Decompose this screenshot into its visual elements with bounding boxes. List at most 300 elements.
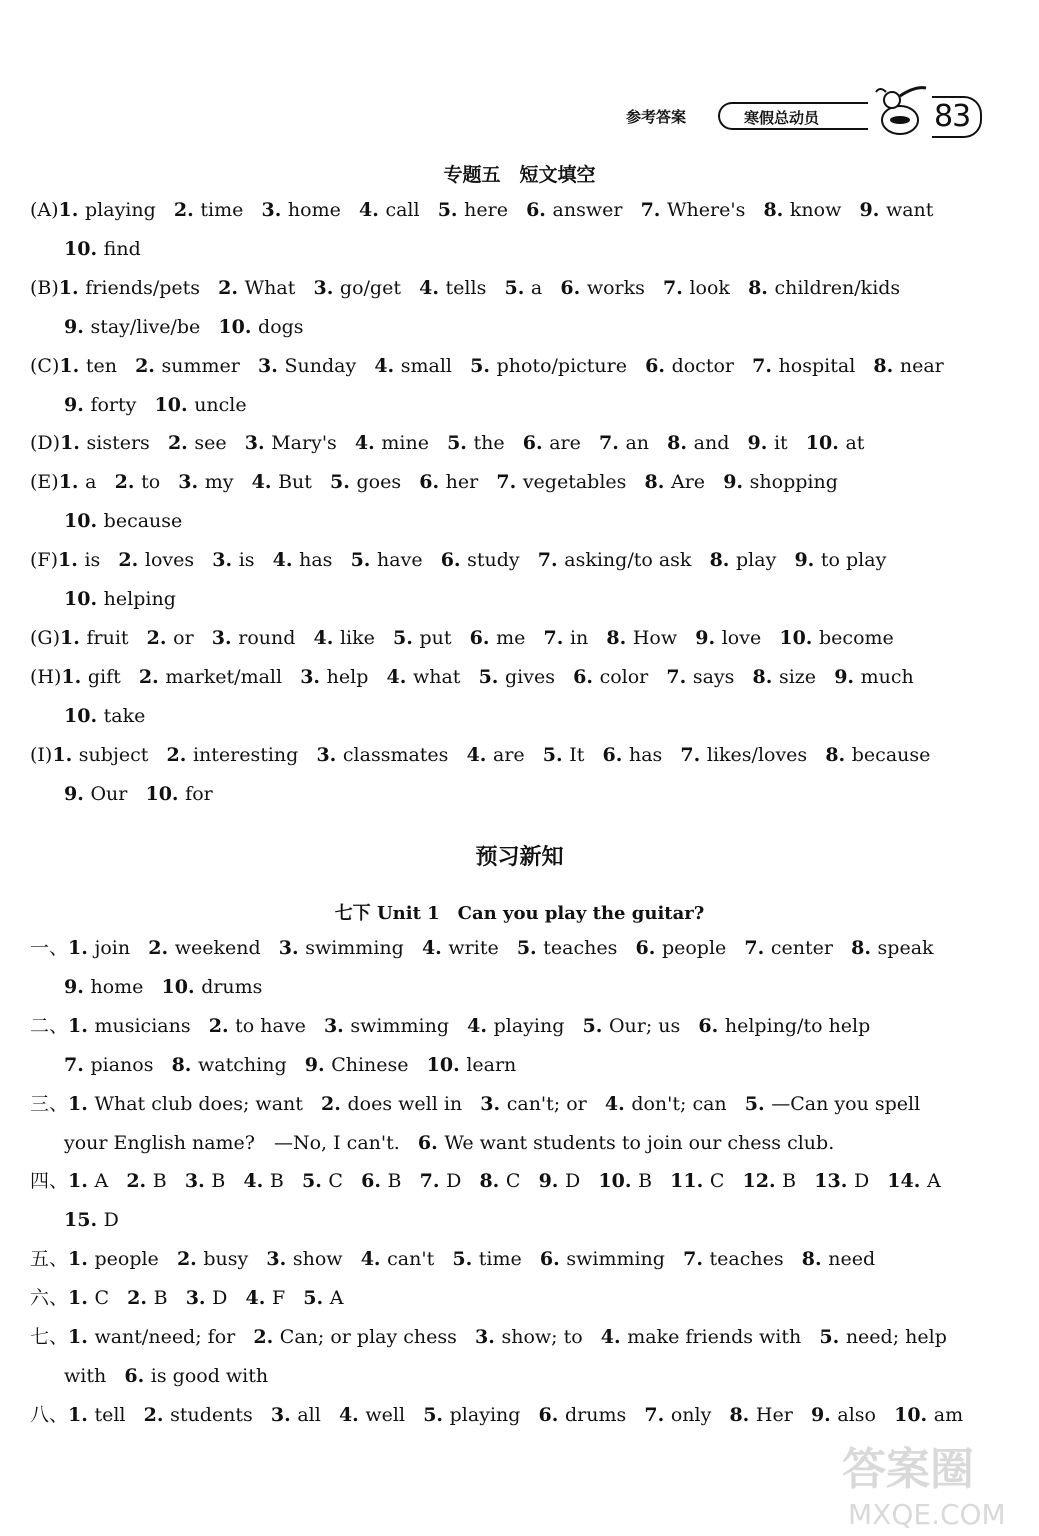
item-number: 7. <box>543 626 570 649</box>
item-number: 10. <box>161 975 202 998</box>
answer-text: put <box>419 626 452 649</box>
answer-text: answer <box>552 199 623 221</box>
item-number: 8. <box>667 432 694 455</box>
answer-text: playing <box>493 1014 565 1037</box>
item-number: 4. <box>313 626 340 649</box>
answer-text: round <box>238 626 296 649</box>
answer-text: show <box>292 1248 343 1271</box>
answer-text: become <box>819 626 894 649</box>
answer-line <box>30 198 933 222</box>
item-number: 5. <box>423 1403 450 1426</box>
item-number: 8. <box>606 626 633 649</box>
item-number: 2. <box>114 471 142 494</box>
answer-text: are <box>493 743 525 766</box>
answer-text: F <box>271 1287 286 1310</box>
answer-text: home <box>287 199 341 221</box>
item-number: 5. <box>819 1326 846 1348</box>
answer-text: me <box>496 626 526 649</box>
item-number: 7. <box>419 1170 447 1193</box>
item-number: 7. <box>752 354 779 377</box>
answer-text: swimming <box>350 1014 450 1037</box>
item-number: 7. <box>744 937 771 959</box>
answer-text: hospital <box>778 354 856 377</box>
item-number: 9. <box>859 199 886 221</box>
item-number: 9. <box>723 471 750 494</box>
item-number: 1. <box>58 549 85 572</box>
item-number: 10. <box>894 1403 934 1426</box>
answer-text: make friends with <box>627 1326 802 1348</box>
item-number: 2. <box>321 1092 348 1115</box>
answer-text: says <box>692 665 735 688</box>
answer-text: Chinese <box>331 1053 409 1076</box>
answer-text: is <box>238 549 255 572</box>
item-number: 6. <box>602 743 629 766</box>
item-number: 8. <box>752 665 779 688</box>
answer-line <box>64 975 262 999</box>
item-number: 5. <box>447 432 474 455</box>
item-number: 2. <box>146 626 174 649</box>
answer-line <box>30 354 944 378</box>
item-number: 1. <box>68 1014 95 1037</box>
answer-text: need <box>828 1248 876 1271</box>
item-number: 5. <box>516 937 544 959</box>
answer-text: it <box>773 432 788 455</box>
answer-text: take <box>103 704 146 727</box>
answer-text: learn <box>466 1053 517 1076</box>
answer-text: want/need; for <box>94 1326 236 1348</box>
answer-text: loves <box>144 549 195 572</box>
item-number: 8. <box>729 1403 756 1426</box>
answer-text: drums <box>201 975 263 998</box>
unit-title: 七下 Unit 1 Can you play the guitar? <box>334 903 705 924</box>
answer-text: classmates <box>342 743 449 766</box>
watermark-text: 答案圈 <box>842 1444 974 1495</box>
item-number: 3. <box>261 199 288 221</box>
item-number: 3. <box>212 549 239 572</box>
answer-text: ten <box>85 354 117 377</box>
answer-text: subject <box>78 743 149 766</box>
answer-text: see <box>194 432 227 455</box>
answer-text: works <box>586 276 645 299</box>
answer-line <box>64 1053 516 1077</box>
answer-text: help <box>326 665 369 688</box>
answer-text: It <box>569 743 585 766</box>
item-number: 6. <box>538 1403 565 1426</box>
answer-text: goes <box>356 471 402 494</box>
item-number: 3. <box>323 1014 351 1037</box>
item-number: 7. <box>537 549 565 572</box>
item-number: 4. <box>466 743 494 766</box>
answer-text: B <box>782 1170 797 1193</box>
answer-text: to <box>141 471 161 494</box>
item-number: 4. <box>338 1403 366 1426</box>
item-number: 4. <box>243 1170 270 1193</box>
answer-text: students <box>170 1403 253 1426</box>
answer-text: Are <box>671 471 706 494</box>
item-number: 4. <box>358 199 386 221</box>
answer-text: is <box>84 549 101 572</box>
answer-text: need; help <box>845 1326 947 1348</box>
answer-text: fruit <box>86 626 129 649</box>
watermark-logo <box>832 1432 1032 1532</box>
item-number: 1. <box>58 199 85 221</box>
answer-text: dogs <box>258 315 304 338</box>
answer-text: speak <box>877 937 934 959</box>
item-number: 10. <box>154 393 195 416</box>
answer-text: for <box>185 782 213 805</box>
item-number: 1. <box>68 1248 95 1271</box>
answer-text: only <box>670 1403 712 1426</box>
item-number: 5. <box>744 1092 772 1115</box>
answer-text: pianos <box>90 1053 154 1076</box>
question-group-label: 七、 <box>30 1326 69 1348</box>
item-number: 9. <box>538 1170 566 1193</box>
item-number: 10. <box>64 237 104 260</box>
answer-text: C <box>328 1170 343 1193</box>
answer-text: here <box>464 199 508 221</box>
answer-text: are <box>549 432 581 455</box>
item-number: 3. <box>278 937 306 959</box>
question-group-label: 四、 <box>30 1170 69 1193</box>
answer-text: play <box>736 549 777 572</box>
mascot-icon <box>870 82 930 140</box>
answer-text: B <box>153 1287 168 1310</box>
answer-text: color <box>599 665 649 688</box>
answer-text: market/mall <box>165 665 283 688</box>
answer-text: stay/live/be <box>90 315 201 338</box>
section-title-preview: 预习新知 <box>475 845 564 870</box>
answer-text: my <box>204 471 234 494</box>
item-number: 8. <box>825 743 852 766</box>
item-number: 3. <box>266 1248 293 1271</box>
question-group-label: (H) <box>30 665 62 688</box>
item-number: 6. <box>417 1131 445 1154</box>
answer-text: call <box>385 199 420 221</box>
answer-text: want <box>885 199 934 221</box>
question-group-label: 一、 <box>30 937 69 959</box>
answer-text: write <box>448 937 499 959</box>
item-number: 1. <box>61 665 88 688</box>
question-group-label: 三、 <box>30 1092 69 1115</box>
answer-text: people <box>661 937 727 959</box>
item-number: 2. <box>167 432 195 455</box>
item-number: 8. <box>748 276 775 299</box>
answer-text: C <box>94 1287 110 1310</box>
item-number: 3. <box>480 1092 507 1115</box>
item-number: 5. <box>542 743 570 766</box>
item-number: 3. <box>270 1403 298 1426</box>
item-number: 2. <box>173 199 201 221</box>
item-number: 8. <box>873 354 900 377</box>
answer-line <box>64 704 145 728</box>
item-number: 2. <box>253 1326 280 1348</box>
answer-text: in <box>569 626 589 649</box>
answer-line <box>30 1247 875 1271</box>
answer-line <box>30 470 838 494</box>
answer-text: know <box>789 199 842 221</box>
answer-text: doctor <box>671 354 734 377</box>
item-number: 3. <box>475 1326 502 1348</box>
item-number: 3. <box>313 276 340 299</box>
answer-text: tells <box>445 276 487 299</box>
item-number: 9. <box>747 432 774 455</box>
answer-text: What <box>244 276 296 299</box>
answer-text: gives <box>505 665 555 688</box>
answer-line <box>30 1403 963 1427</box>
item-number: 8. <box>763 199 790 221</box>
answer-text: Her <box>755 1403 793 1426</box>
item-number: 3. <box>184 1170 212 1193</box>
answer-text: playing <box>85 199 156 221</box>
question-group-label: 二、 <box>30 1014 69 1037</box>
answer-text: well <box>365 1403 406 1426</box>
item-number: 1. <box>68 937 95 959</box>
answer-text: helping/to help <box>724 1014 871 1037</box>
answer-text: the <box>473 432 505 455</box>
item-number: 1. <box>68 1170 95 1193</box>
answer-text: a <box>85 471 97 494</box>
question-group-label: (I) <box>30 743 53 766</box>
answer-line <box>64 782 213 806</box>
answer-text: A <box>94 1170 109 1193</box>
question-group-label: 八、 <box>30 1403 69 1426</box>
answer-text: playing <box>449 1403 521 1426</box>
answer-text: time <box>200 199 244 221</box>
answer-text: Where's <box>667 199 746 221</box>
item-number: 1. <box>68 1092 95 1115</box>
item-number: 9. <box>810 1403 838 1426</box>
answer-text: teaches <box>709 1248 784 1271</box>
item-number: 4. <box>272 549 300 572</box>
item-number: 6. <box>522 432 550 455</box>
item-number: 3. <box>185 1287 213 1310</box>
answer-text: center <box>770 937 833 959</box>
item-number: 9. <box>695 626 722 649</box>
item-number: 9. <box>64 782 91 805</box>
answer-line <box>64 1131 834 1155</box>
item-number: 10. <box>779 626 820 649</box>
item-number: 1. <box>58 471 86 494</box>
item-number: 7. <box>64 1053 91 1076</box>
answer-text: interesting <box>192 743 299 766</box>
item-number: 11. <box>670 1170 710 1193</box>
item-number: 4. <box>467 1014 494 1037</box>
answer-text: has <box>628 743 663 766</box>
item-number: 7. <box>644 1403 671 1426</box>
answer-text: What club does; want <box>94 1092 303 1115</box>
answer-line <box>64 1364 268 1388</box>
answer-text: friends/pets <box>85 276 201 299</box>
item-number: 8. <box>851 937 878 959</box>
answer-line <box>30 936 934 960</box>
answer-text: a <box>530 276 543 299</box>
item-number: 2. <box>176 1248 204 1271</box>
answer-text: C <box>505 1170 521 1193</box>
question-group-label: (E) <box>30 471 59 494</box>
answer-text: look <box>689 276 730 299</box>
answer-text: watching <box>198 1053 287 1076</box>
answer-text: home <box>90 975 144 998</box>
answer-text: photo/picture <box>496 354 627 377</box>
answer-text: does well in <box>347 1092 463 1115</box>
answer-text: uncle <box>194 393 247 416</box>
page-header <box>626 96 996 140</box>
question-group-label: 六、 <box>30 1287 69 1310</box>
question-group-label: (D) <box>30 432 61 455</box>
item-number: 4. <box>604 1092 632 1115</box>
item-number: 9. <box>64 315 91 338</box>
item-number: 6. <box>698 1014 725 1037</box>
item-number: 4. <box>421 937 449 959</box>
item-number: 4. <box>386 665 413 688</box>
answer-text: Mary's <box>271 432 337 455</box>
item-number: 12. <box>742 1170 783 1193</box>
question-group-label: (F) <box>30 549 59 572</box>
item-number: 5. <box>330 471 357 494</box>
answer-text: am <box>933 1403 964 1426</box>
answer-text: go/get <box>339 276 401 299</box>
answer-text: likes/loves <box>706 743 808 766</box>
item-number: 2. <box>127 1287 154 1310</box>
item-number: 10. <box>64 588 104 610</box>
answer-line <box>30 1169 941 1193</box>
answer-text: drums <box>565 1403 627 1426</box>
answer-text: because <box>851 743 931 766</box>
answer-text: D <box>103 1209 119 1232</box>
item-number: 9. <box>64 393 91 416</box>
item-number: 3. <box>244 432 272 455</box>
answer-text: forty <box>90 393 137 416</box>
item-number: 2. <box>143 1403 171 1426</box>
item-number: 5. <box>437 199 465 221</box>
answer-line <box>64 1208 119 1232</box>
item-number: 2. <box>218 276 245 299</box>
answer-text: can't <box>387 1248 435 1271</box>
answer-text: A <box>329 1287 344 1310</box>
answer-text: can't; or <box>506 1092 587 1115</box>
answer-text: because <box>103 510 183 533</box>
answer-text: to have <box>235 1014 306 1037</box>
item-number: 7. <box>683 1248 710 1271</box>
item-number: 14. <box>887 1170 927 1193</box>
item-number: 5. <box>350 549 378 572</box>
item-number: 5. <box>452 1248 479 1271</box>
item-number: 8. <box>171 1053 199 1076</box>
item-number: 8. <box>644 471 671 494</box>
answer-line <box>30 626 894 650</box>
item-number: 1. <box>68 1403 95 1426</box>
answer-text: weekend <box>174 937 261 959</box>
item-number: 8. <box>479 1170 506 1193</box>
item-number: 4. <box>374 354 401 377</box>
answer-text: D <box>212 1287 228 1310</box>
item-number: 1. <box>59 354 86 377</box>
item-number: 3. <box>258 354 285 377</box>
answer-line <box>30 743 930 767</box>
answer-text: size <box>778 665 817 688</box>
answer-line <box>30 665 914 689</box>
answer-text: helping <box>103 588 176 610</box>
item-number: 6. <box>635 937 662 959</box>
question-group-label: 五、 <box>30 1248 69 1271</box>
item-number: 7. <box>640 199 668 221</box>
question-group-label: (A) <box>30 199 59 221</box>
answer-text: summer <box>161 354 240 377</box>
answer-text: what <box>412 665 461 688</box>
item-number: 6. <box>124 1364 151 1387</box>
answer-text: gift <box>87 665 121 688</box>
item-number: 1. <box>60 626 87 649</box>
item-number: 5. <box>582 1014 609 1037</box>
answer-text: study <box>467 549 520 572</box>
answer-line <box>64 237 141 261</box>
item-number: 7. <box>496 471 523 494</box>
item-number: 6. <box>573 665 600 688</box>
item-number: 2. <box>208 1014 236 1037</box>
answer-text: Our <box>90 782 128 805</box>
answer-text: We want students to join our chess club. <box>444 1131 835 1154</box>
item-number: 3. <box>178 471 205 494</box>
item-number: 9. <box>794 549 821 572</box>
answer-text: her <box>445 471 479 494</box>
answer-text: show; to <box>501 1326 583 1348</box>
item-number: 15. <box>64 1209 104 1232</box>
item-number: 9. <box>304 1053 332 1076</box>
item-number: 5. <box>301 1170 329 1193</box>
watermark-url: MXQE.COM <box>848 1498 1006 1531</box>
answer-text: also <box>837 1403 876 1426</box>
answer-text: D <box>565 1170 581 1193</box>
answer-text: B <box>152 1170 167 1193</box>
answer-line <box>30 431 864 455</box>
item-number: 10. <box>145 782 186 805</box>
answer-line <box>30 1325 947 1349</box>
answer-text: near <box>899 354 944 377</box>
item-number: 9. <box>834 665 861 688</box>
item-number: 6. <box>526 199 553 221</box>
answer-text: an <box>625 432 650 455</box>
item-number: 1. <box>68 1326 95 1348</box>
answer-text: don't; can <box>631 1092 727 1115</box>
question-group-label: (C) <box>30 354 60 377</box>
answer-text: to play <box>820 549 887 572</box>
answer-text: sisters <box>86 432 150 455</box>
item-number: 6. <box>645 354 672 377</box>
item-number: 4. <box>360 1248 388 1271</box>
question-group-label: (G) <box>30 626 61 649</box>
answer-line <box>64 315 304 339</box>
answer-text: love <box>721 626 762 649</box>
item-number: 9. <box>64 975 91 998</box>
answer-text: with <box>64 1364 107 1387</box>
answer-line <box>30 1092 920 1116</box>
answer-text: like <box>339 626 375 649</box>
item-number: 7. <box>680 743 707 766</box>
answer-line <box>30 276 900 300</box>
answer-text: Can; or play chess <box>279 1326 457 1348</box>
answer-text: A <box>926 1170 941 1193</box>
answer-text: all <box>297 1403 321 1426</box>
item-number: 1. <box>58 276 86 299</box>
answer-text: B <box>387 1170 402 1193</box>
answer-text: or <box>173 626 194 649</box>
item-number: 2. <box>138 665 166 688</box>
item-number: 5. <box>303 1287 330 1310</box>
item-number: 3. <box>300 665 327 688</box>
item-number: 4. <box>251 471 279 494</box>
answer-text: people <box>94 1248 159 1271</box>
answer-text: swimming <box>305 937 404 959</box>
